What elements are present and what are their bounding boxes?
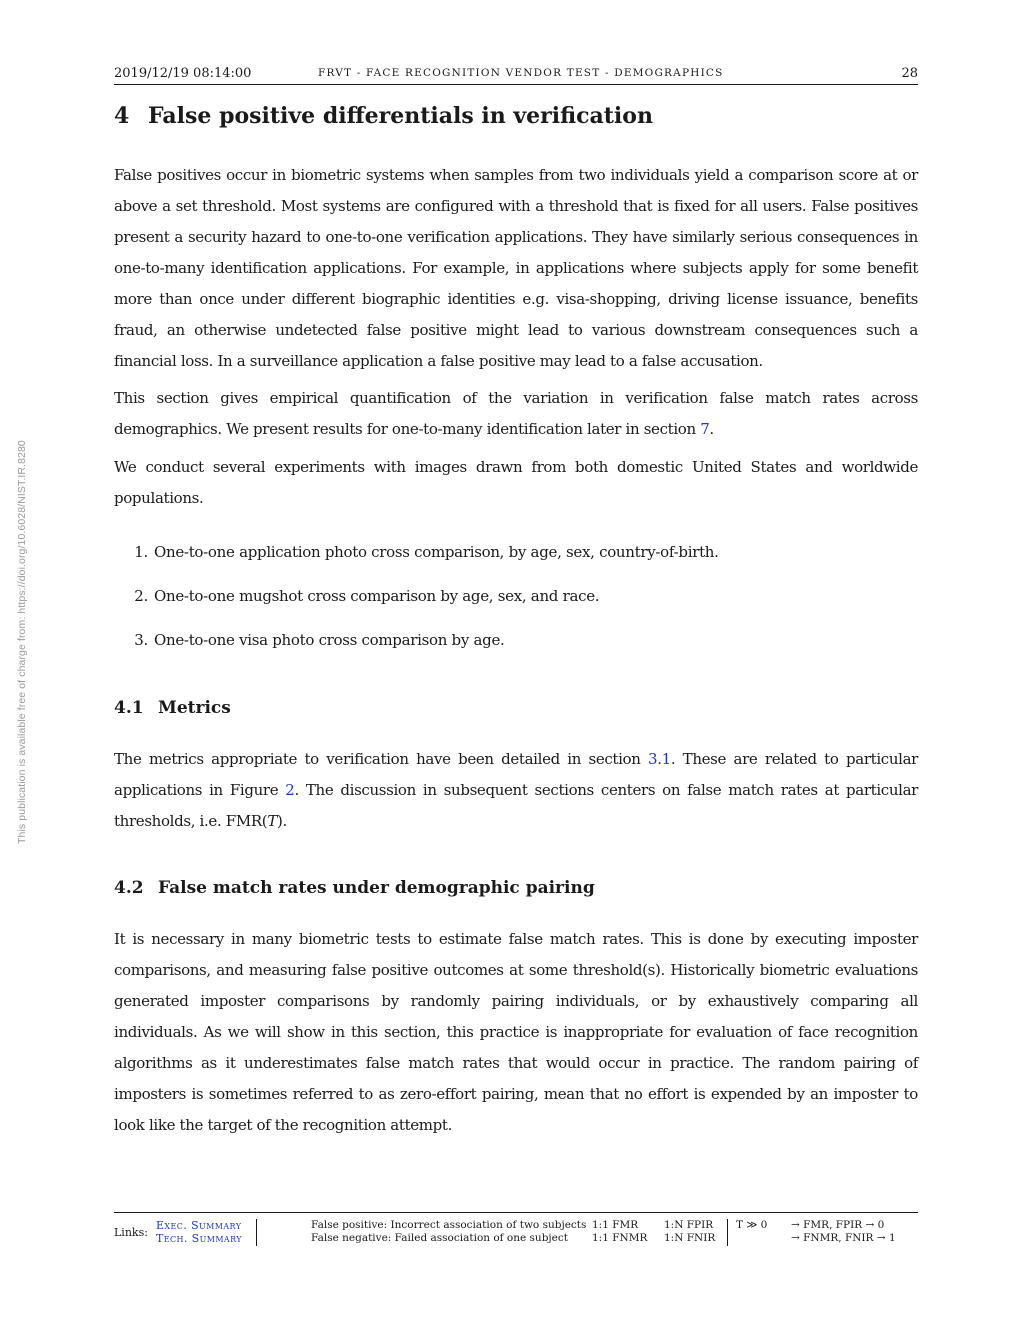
paragraph-false-positives: False positives occur in biometric systems when samples from two individuals yield a comparison score at or above a set threshold. Most systems are configured with a threshold that is fixed for all users. False positives present a security hazard to one-to-one verification applications. They have similarly serious consequences in one-to-many identification applications. For example, in applications where subjects apply for some benefit more than once under different biographic identities e.g. visa-shopping, driving license issuance, benefits fraud, an otherwise undetected false positive might lead to various downstream consequences such a financial loss. In a surveillance application a false positive may lead to a false accusation. bbox=[114, 166, 918, 370]
threshold-variable: T bbox=[267, 812, 277, 830]
list-number: 3. bbox=[134, 631, 148, 649]
availability-note: This publication is available free of charge from: https://doi.org/10.6028/NIST.IR.8280 bbox=[16, 440, 28, 844]
paragraph-empirical bbox=[114, 383, 918, 445]
subsection-number: 4.2 bbox=[114, 878, 144, 898]
figure-ref-link[interactable]: 2 bbox=[285, 781, 295, 799]
list-text: One-to-one mugshot cross comparison by age, sex, and race. bbox=[154, 587, 600, 605]
footer-links bbox=[156, 1219, 242, 1245]
section-heading bbox=[114, 103, 653, 129]
paragraph-pairing: It is necessary in many biometric tests to estimate false match rates. This is done by executing imposter comparisons, and measuring false positive outcomes at some threshold(s). Historically biometric evaluations generated imposter comparisons by randomly pairing individuals, or by exhaustively comparing all individuals. As we will show in this section, this practice is inappropriate for evaluation of face recognition algorithms as it underestimates false match rates that would occur in practice. The random pairing of imposters is sometimes referred to as zero-effort pairing, mean that no effort is expended by an imposter to look like the target of the recognition attempt. bbox=[114, 930, 918, 1134]
section-title: False positive differentials in verification bbox=[148, 103, 653, 129]
section-number: 4 bbox=[114, 103, 130, 129]
page-header bbox=[114, 64, 918, 85]
list-item bbox=[114, 543, 918, 561]
paragraph-text: . The discussion in subsequent sections centers on false match rates at particular thresholds, i.e. FMR( bbox=[114, 781, 919, 830]
list-number: 1. bbox=[134, 543, 148, 561]
header-date: 2019/12/19 08:14:00 bbox=[114, 66, 252, 81]
paragraph-metrics bbox=[114, 744, 918, 837]
exec-summary-link[interactable]: Exec. Summary bbox=[156, 1219, 242, 1232]
identification-metrics bbox=[664, 1219, 715, 1245]
definitions bbox=[311, 1219, 586, 1245]
paragraph-experiments: We conduct several experiments with images drawn from both domestic United States and worldwide populations. bbox=[114, 458, 918, 507]
list-item bbox=[114, 587, 918, 605]
paragraph-text: This section gives empirical quantification of the variation in verification false match rates across demographics. We present results for one-to-many identification later in section bbox=[114, 389, 918, 438]
threshold-label: T ≫ 0 bbox=[736, 1219, 768, 1231]
section-ref-link[interactable]: 3.1 bbox=[648, 750, 671, 768]
subsection-title: Metrics bbox=[158, 698, 231, 718]
list-item bbox=[114, 631, 918, 649]
list-number: 2. bbox=[134, 587, 148, 605]
list-text: One-to-one application photo cross comparison, by age, sex, country-of-birth. bbox=[154, 543, 719, 561]
subsection-title: False match rates under demographic pairing bbox=[158, 878, 595, 898]
threshold-results bbox=[791, 1219, 896, 1245]
divider bbox=[727, 1219, 728, 1246]
fmr-label: 1:1 FMR bbox=[592, 1219, 639, 1231]
page-number: 28 bbox=[901, 66, 918, 81]
paragraph-text: The metrics appropriate to verification have been detailed in section bbox=[114, 750, 648, 768]
subsection-heading-metrics bbox=[114, 698, 231, 718]
subsection-heading-pairing bbox=[114, 878, 595, 898]
paragraph-text: . These are related to particular applications in Figure bbox=[114, 750, 918, 799]
subsection-number: 4.1 bbox=[114, 698, 144, 718]
verification-metrics bbox=[592, 1219, 647, 1245]
false-positive-result: → FMR, FPIR → 0 bbox=[791, 1219, 885, 1231]
divider bbox=[256, 1219, 257, 1246]
side-note bbox=[16, 362, 32, 844]
fnir-label: 1:N FNIR bbox=[664, 1232, 716, 1244]
tech-summary-link[interactable]: Tech. Summary bbox=[156, 1232, 242, 1245]
false-positive-definition: False positive: Incorrect association of two subjects bbox=[311, 1219, 587, 1231]
page-footer bbox=[114, 1212, 918, 1253]
section-ref-link[interactable]: 7 bbox=[700, 420, 710, 438]
false-negative-result: → FNMR, FNIR → 1 bbox=[791, 1232, 896, 1244]
paragraph-text: ). bbox=[276, 812, 287, 830]
list-text: One-to-one visa photo cross comparison by age. bbox=[154, 631, 505, 649]
links-label: Links: bbox=[114, 1226, 148, 1239]
paragraph-text: . bbox=[709, 420, 714, 438]
false-negative-definition: False negative: Failed association of one subject bbox=[311, 1232, 568, 1244]
fnmr-label: 1:1 FNMR bbox=[592, 1232, 648, 1244]
fpir-label: 1:N FPIR bbox=[664, 1219, 714, 1231]
header-running-title: FRVT - FACE RECOGNITION VENDOR TEST - DEMOGRAPHICS bbox=[318, 67, 724, 79]
